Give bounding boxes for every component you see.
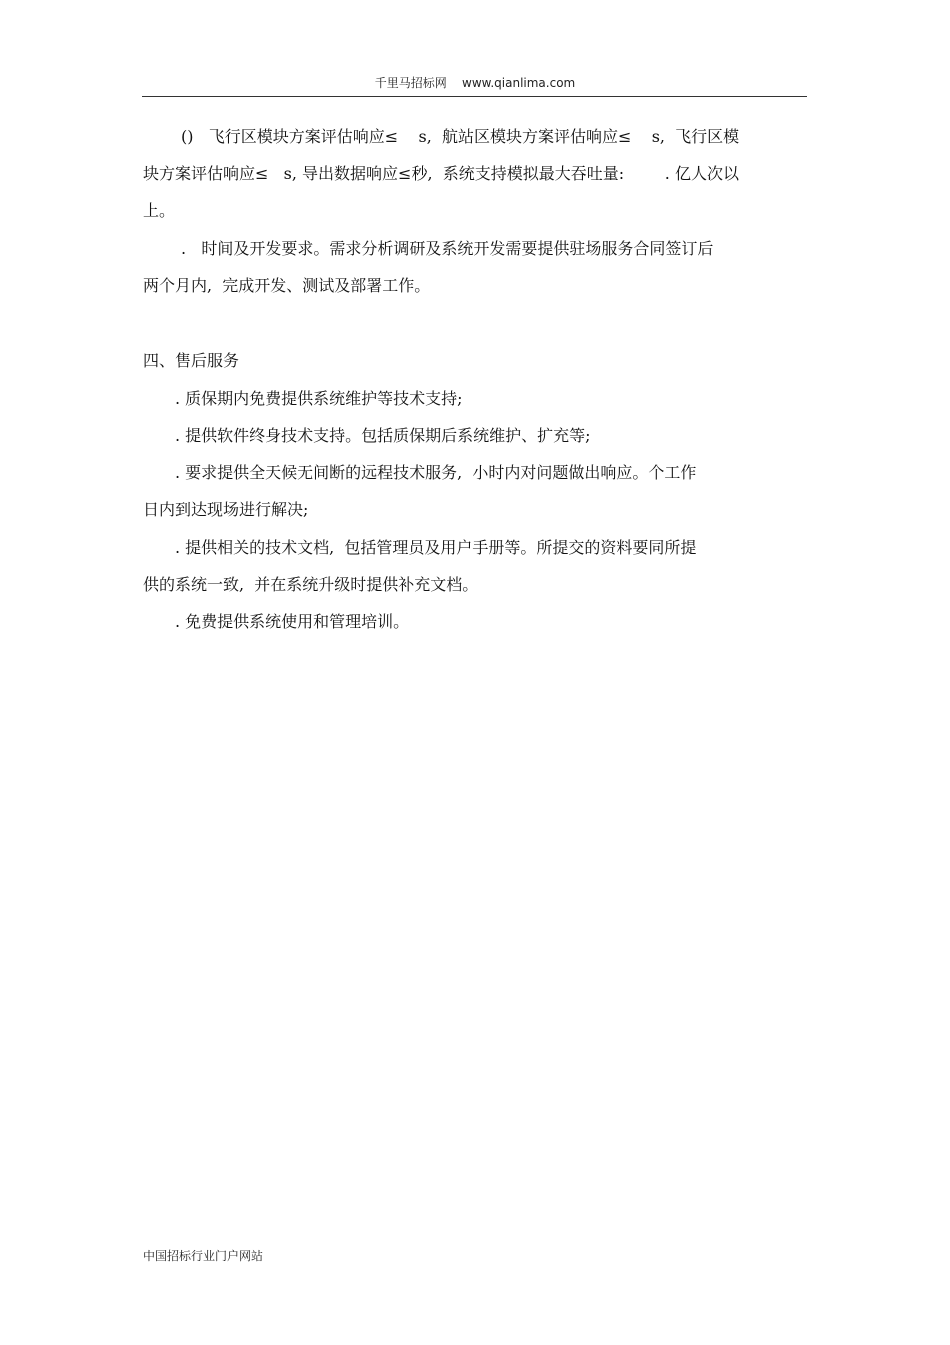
after-sales-item-3-line-1: . 要求提供全天候无间断的远程技术服务, 小时内对问题做出响应。个工作 (175, 463, 697, 482)
performance-line-1: () 飞行区模块方案评估响应≤ s, 航站区模块方案评估响应≤ s, 飞行区模 (181, 127, 740, 146)
after-sales-item-2: . 提供软件终身技术支持。包括质保期后系统维护、扩充等; (175, 426, 591, 445)
after-sales-heading: 四、售后服务 (143, 351, 240, 370)
page-header: 千里马招标网 www.qianlima.com (374, 76, 576, 90)
after-sales-item-5: . 免费提供系统使用和管理培训。 (175, 612, 410, 631)
after-sales-item-4-line-1: . 提供相关的技术文档, 包括管理员及用户手册等。所提交的资料要同所提 (175, 538, 697, 557)
page-footer: 中国招标行业门户网站 (143, 1249, 264, 1263)
after-sales-item-1: . 质保期内免费提供系统维护等技术支持; (175, 389, 463, 408)
after-sales-item-4-line-2: 供的系统一致, 并在系统升级时提供补充文档。 (143, 575, 479, 594)
after-sales-item-3-line-2: 日内到达现场进行解决; (143, 500, 309, 519)
performance-line-3: 上。 (143, 201, 176, 220)
schedule-line-1: . 时间及开发要求。需求分析调研及系统开发需要提供驻场服务合同签订后 (181, 239, 714, 258)
schedule-line-2: 两个月内, 完成开发、测试及部署工作。 (143, 276, 431, 295)
performance-line-2: 块方案评估响应≤ s, 导出数据响应≤秒, 系统支持模拟最大吞吐量: . 亿人次以 (143, 164, 739, 183)
header-divider (142, 96, 807, 97)
